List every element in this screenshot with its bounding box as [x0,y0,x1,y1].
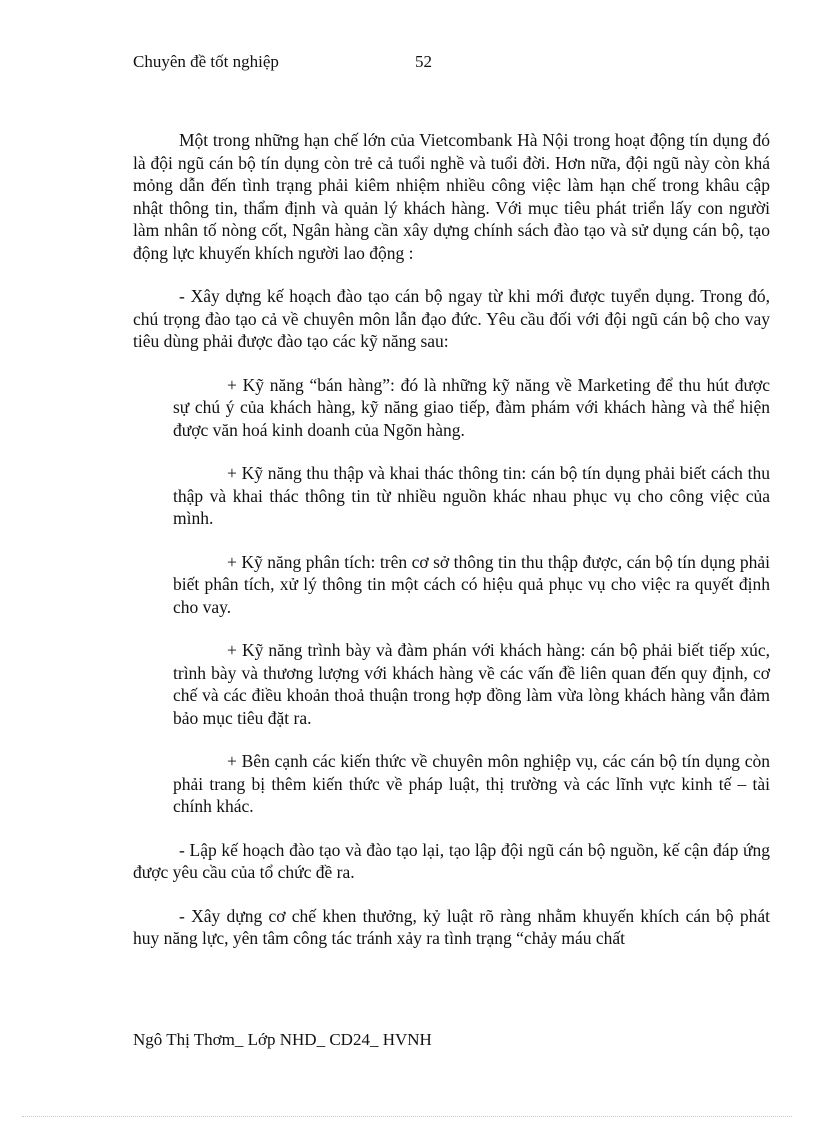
skill-item-information: + Kỹ năng thu thập và khai thác thông tin: cán bộ tín dụng phải biết cách thu thập và khai thác thông tin từ nhiều nguồn khác nhau phục vụ cho công việc của mình. [173,463,770,528]
document-title: Chuyên đề tốt nghiệp [133,52,279,71]
skill-item-negotiation: + Kỹ năng trình bày và đàm phán với khách hàng: cán bộ phải biết tiếp xúc, trình bày và thương lượng với khách hàng về các vấn đề liên quan đến quy định, cơ chế và các điều khoản thoả thuận trong hợp đồng làm vừa lòng khách hàng vẫn đảm bảo mục tiêu đặt ra. [173,640,770,728]
document-body [133,129,770,971]
paragraph-intro: Một trong những hạn chế lớn của Vietcombank Hà Nội trong hoạt động tín dụng đó là đội ngũ cán bộ tín dụng còn trẻ cả tuổi nghề và tuổi đời. Hơn nữa, đội ngũ này còn khá mỏng dẫn đến tình trạng phải kiêm nhiệm nhiều công việc làm hạn chế trong khâu cập nhật thông tin, thẩm định và quản lý khách hàng. Với mục tiêu phát triển lấy con người làm nhân tố nòng cốt, Ngân hàng cần xây dựng chính sách đào tạo và sử dụng cán bộ, tạo động lực khuyến khích người lao động : [133,130,770,263]
page-bottom-divider [22,1116,792,1117]
paragraph-rewards: - Xây dựng cơ chế khen thưởng, kỷ luật rõ ràng nhằm khuyến khích cán bộ phát huy năng lực, yên tâm công tác tránh xảy ra tình trạng “chảy máu chất [133,905,770,948]
paragraph-training-plan: - Xây dựng kế hoạch đào tạo cán bộ ngay từ khi mới được tuyển dụng. Trong đó, chú trọng đào tạo cả về chuyên môn lẫn đạo đức. Yêu cầu đối với đội ngũ cán bộ cho vay tiêu dùng phải được đào tạo các kỹ năng sau: [133,286,770,351]
skill-item-knowledge: + Bên cạnh các kiến thức về chuyên môn nghiệp vụ, các cán bộ tín dụng còn phải trang bị thêm kiến thức về pháp luật, thị trường và các lĩnh vực kinh tế – tài chính khác. [173,751,770,816]
page-number: 52 [415,52,432,71]
skill-item-sales: + Kỹ năng “bán hàng”: đó là những kỹ năng về Marketing để thu hút được sự chú ý của khách hàng, kỹ năng giao tiếp, đàm phám với khách hàng và thể hiện được văn hoá kinh doanh của Ngõn hàng. [173,374,770,440]
page-footer: Ngô Thị Thơm_ Lớp NHD_ CD24_ HVNH [133,1030,432,1049]
page-header [133,52,693,78]
skill-item-analysis: + Kỹ năng phân tích: trên cơ sở thông tin thu thập được, cán bộ tín dụng phải biết phân tích, xử lý thông tin một cách có hiệu quả phục vụ cho việc ra quyết định cho vay. [173,551,770,617]
paragraph-retraining: - Lập kế hoạch đào tạo và đào tạo lại, tạo lập đội ngũ cán bộ nguồn, kế cận đáp ứng được yêu cầu của tổ chức đề ra. [133,839,770,882]
